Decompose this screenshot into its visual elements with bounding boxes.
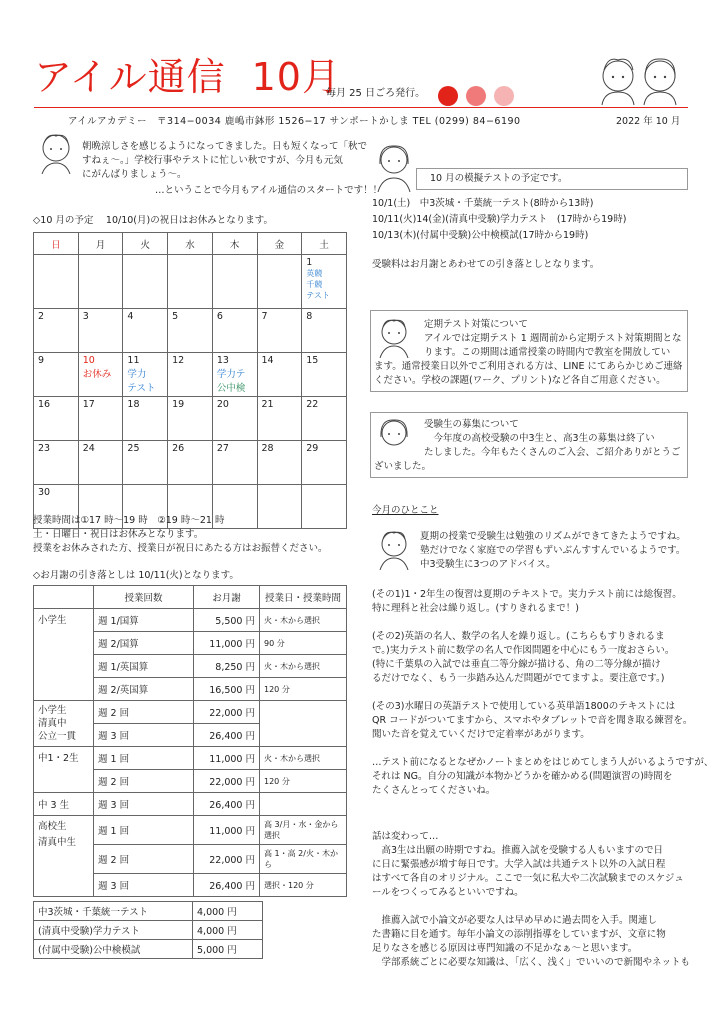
calendar-cell: 13 学力テ 公中検: [212, 353, 257, 397]
calendar-cell: 17: [78, 397, 123, 441]
test-prep-title: 定期テスト対策について: [424, 319, 528, 330]
exam-fee-table: 中3茨城・千葉統一テスト 4,000 円 (清真中受験)学力テスト 4,000 円 (付属中受験)公中検模試 5,000 円: [33, 901, 263, 959]
day-header: 土: [302, 233, 347, 255]
calendar-cell: [78, 255, 123, 309]
grade-cell: 中 3 生: [34, 793, 94, 816]
day-header: 木: [212, 233, 257, 255]
calendar-cell: 10 お休み: [78, 353, 123, 397]
calendar-cell: 2: [34, 309, 79, 353]
test-note: …テスト前になるとなぜかノートまとめをはじめてしまう人がいるようですが、 それは NG。自分の知識が本物かどうかを確かめる(問題演習の)時間を たくさんとってくださいね。: [372, 757, 714, 796]
recruit-text-end: ざいました。: [374, 461, 432, 472]
calendar-cell: [257, 255, 302, 309]
calendar-cell: 14: [257, 353, 302, 397]
mock-test-title: 10 月の模擬テストの予定です。: [430, 173, 568, 184]
issue-frequency: 毎月 25 日ごろ発行。: [326, 88, 426, 99]
grade-cell: 小学生: [34, 609, 94, 701]
day-header: 金: [257, 233, 302, 255]
calendar-cell: 29: [302, 441, 347, 485]
test-prep-text: アイルでは定期テスト 1 週間前から定期テスト対策期間とな ります。この期間は通常授業の時間内で教室を開放してい: [424, 333, 682, 358]
boy-face-icon: [374, 314, 414, 358]
monthly-word-title: 今月のひとこと: [372, 505, 439, 516]
intro-text: 朝晩涼しさを感じるようになってきました。日も短くなって「秋で すねぇ〜。」学校行事やテストに忙しい秋ですが、今月も元気 にがんばりましょう〜。: [82, 141, 368, 180]
calendar-cell: 8: [302, 309, 347, 353]
recruit-text: 今年度の高校受験の中3生と、高3生の募集は終了い たしました。今年もたくさんのご入会、ご紹介ありがとうご: [424, 433, 681, 458]
october-calendar: [33, 232, 347, 529]
calendar-cell: [212, 255, 257, 309]
day-header: 月: [78, 233, 123, 255]
calendar-cell: 6: [212, 309, 257, 353]
calendar-cell: 25: [123, 441, 168, 485]
calendar-cell: 12: [168, 353, 213, 397]
teachers-illustration-icon: [590, 50, 690, 105]
calendar-cell: [168, 255, 213, 309]
pink-dot-decoration: [466, 86, 486, 106]
tuition-table: 授業回数 お月謝 授業日・授業時間 小学生 週 1/国算 5,500 円 火・木から選択 週 2/国算 11,000 円 90 分 週 1/英国算 8,250 円 火・木から選択 週 2/英国算 16,500 円 120 分 小学生 清真中 公立一貫 週 2 回 22,000 円 週 3 回 26,400 円 中1・2生 週 1 回 11,000 円 火・木から選択 週 2 回 22,000 円 120 分 中 3 生 週 3 回 26,400 円 高校生 清真中生 週 1 回 11,000 円 高 3/月・水・金から選択 週 2 回 22,000 円 高 1・高 2/火・木から 週 3 回 26,400 円 選択・120 分: [33, 585, 347, 897]
calendar-cell: 26: [168, 441, 213, 485]
grade-cell: 小学生 清真中 公立一貫: [34, 701, 94, 747]
col-header: お月謝: [194, 586, 260, 609]
calendar-cell: 22: [302, 397, 347, 441]
calendar-cell: 21: [257, 397, 302, 441]
day-header: 日: [34, 233, 79, 255]
calendar-cell: 19: [168, 397, 213, 441]
calendar-cell: 11 学力 テスト: [123, 353, 168, 397]
essay-note: 推薦入試で小論文が必要な人は早め早めに過去問を入手。関連し た書籍に目を通す。毎年小論文の添削指導をしていますが、文章に物 足りなさを感じる原因は専門知識の不足かなぁ〜と思います。 学部系統ごとに必要な知識は、「広く、浅く」でいいので新聞やネットも: [372, 915, 691, 968]
advice-3: (その3)水曜日の英語テストで使用している英単語1800のテキストには QR コードがついてますから、スマホやタブレットで音を聞き取る練習を。 聞いた音を覚えていくだけで定着率があがります。: [372, 701, 693, 740]
school-address: アイルアカデミー 〒314−0034 鹿嶋市鉢形 1526−17 サンポートかしま TEL (0299) 84−6190: [68, 116, 521, 127]
advice-2: (その2)英語の名人、数学の名人を繰り返し。(こちらもすりきれるま で。)実力テスト前に数学の名人で作図問題を中心にもう一度おさらい。 (特に千葉県の入試では垂直二等分線が描ける、角の二等分線が描け るだけでなく、もう一歩踏み込んだ問題がでてますよ。要注意です。): [372, 631, 675, 684]
calendar-cell: 20: [212, 397, 257, 441]
calendar-cell: [34, 255, 79, 309]
boy-face-icon: [374, 526, 414, 570]
intro-closing: …ということで今月もアイル通信のスタートです！！: [155, 185, 383, 196]
calendar-cell: 23: [34, 441, 79, 485]
mock-test-note: 受験料はお月謝とあわせての引き落としとなります。: [372, 259, 600, 270]
issue-date: 2022 年 10 月: [616, 116, 681, 127]
test-prep-text-cont: ます。通常授業日以外でご利用される方は、LINE にてあらかじめご連絡 ください。学校の課題(ワーク、プリント)など各自ご用意ください。: [374, 361, 683, 386]
senior-note: 話は変わって… 高3生は出願の時期ですね。推薦入試を受験する人もいますので日 に日に緊張感が増す毎日です。大学入試は共通テスト以外の入試日程 はすべて各自のオリジナル。ここで一気に私大や二次試験までのスケジュ ールをつくってみるといいですね。: [372, 831, 684, 898]
grade-cell: 高校生 清真中生: [34, 816, 94, 897]
calendar-cell: 3: [78, 309, 123, 353]
col-header: 授業日・授業時間: [260, 586, 347, 609]
mock-test-schedule: 10/1(土) 中3茨城・千葉統一テスト(8時から13時) 10/11(火)14(金)(清真中受験)学力テスト (17時から19時) 10/13(木)(付属中受験)公中検模試(17時から19時): [372, 198, 627, 241]
grade-cell: 中1・2生: [34, 747, 94, 793]
calendar-cell: 24: [78, 441, 123, 485]
calendar-cell: 5: [168, 309, 213, 353]
monthly-word-intro: 夏期の授業で受験生は勉強のリズムができてきたようですね。 塾だけでなく家庭での学習もずいぶんすすんでいるようです。 中3受験生に3つのアドバイス。: [420, 531, 686, 570]
calendar-cell: 30: [34, 485, 79, 529]
red-dot-decoration: [438, 86, 458, 106]
light-pink-dot-decoration: [494, 86, 514, 106]
calendar-cell: 15: [302, 353, 347, 397]
girl-face-icon: [374, 415, 414, 459]
calendar-cell: 9: [34, 353, 79, 397]
page-title: アイル通信 10月: [34, 55, 341, 99]
fees-heading: ◇お月謝の引き落としは 10/11(火)となります。: [33, 570, 239, 581]
calendar-cell: 7: [257, 309, 302, 353]
schedule-heading: ◇10 月の予定 10/10(月)の祝日はお休みとなります。: [33, 215, 273, 226]
day-header: 火: [123, 233, 168, 255]
calendar-cell: [123, 255, 168, 309]
schedule-notes: 授業時間は①17 時〜19 時 ②19 時〜21 時 土・日曜日・祝日はお休みとなります。 授業をお休みされた方、授業日が祝日にあたる方はお振替ください。: [33, 515, 328, 554]
calendar-cell: 16: [34, 397, 79, 441]
header-rule: [34, 107, 688, 108]
advice-1: (その1)1・2年生の復習は夏期のテキストで。実力テスト前には総復習。 特に理科と社会は繰り返し。(すりきれるまで！): [372, 589, 682, 614]
recruit-title: 受験生の募集について: [424, 419, 519, 430]
calendar-cell: 28: [257, 441, 302, 485]
calendar-cell: 18: [123, 397, 168, 441]
boy-face-icon: [36, 130, 76, 174]
calendar-cell: 4: [123, 309, 168, 353]
girl-face-icon: [372, 140, 416, 192]
day-header: 水: [168, 233, 213, 255]
calendar-cell: 27: [212, 441, 257, 485]
calendar-cell: 1 英競 千競 テスト: [302, 255, 347, 309]
col-header: 授業回数: [94, 586, 194, 609]
